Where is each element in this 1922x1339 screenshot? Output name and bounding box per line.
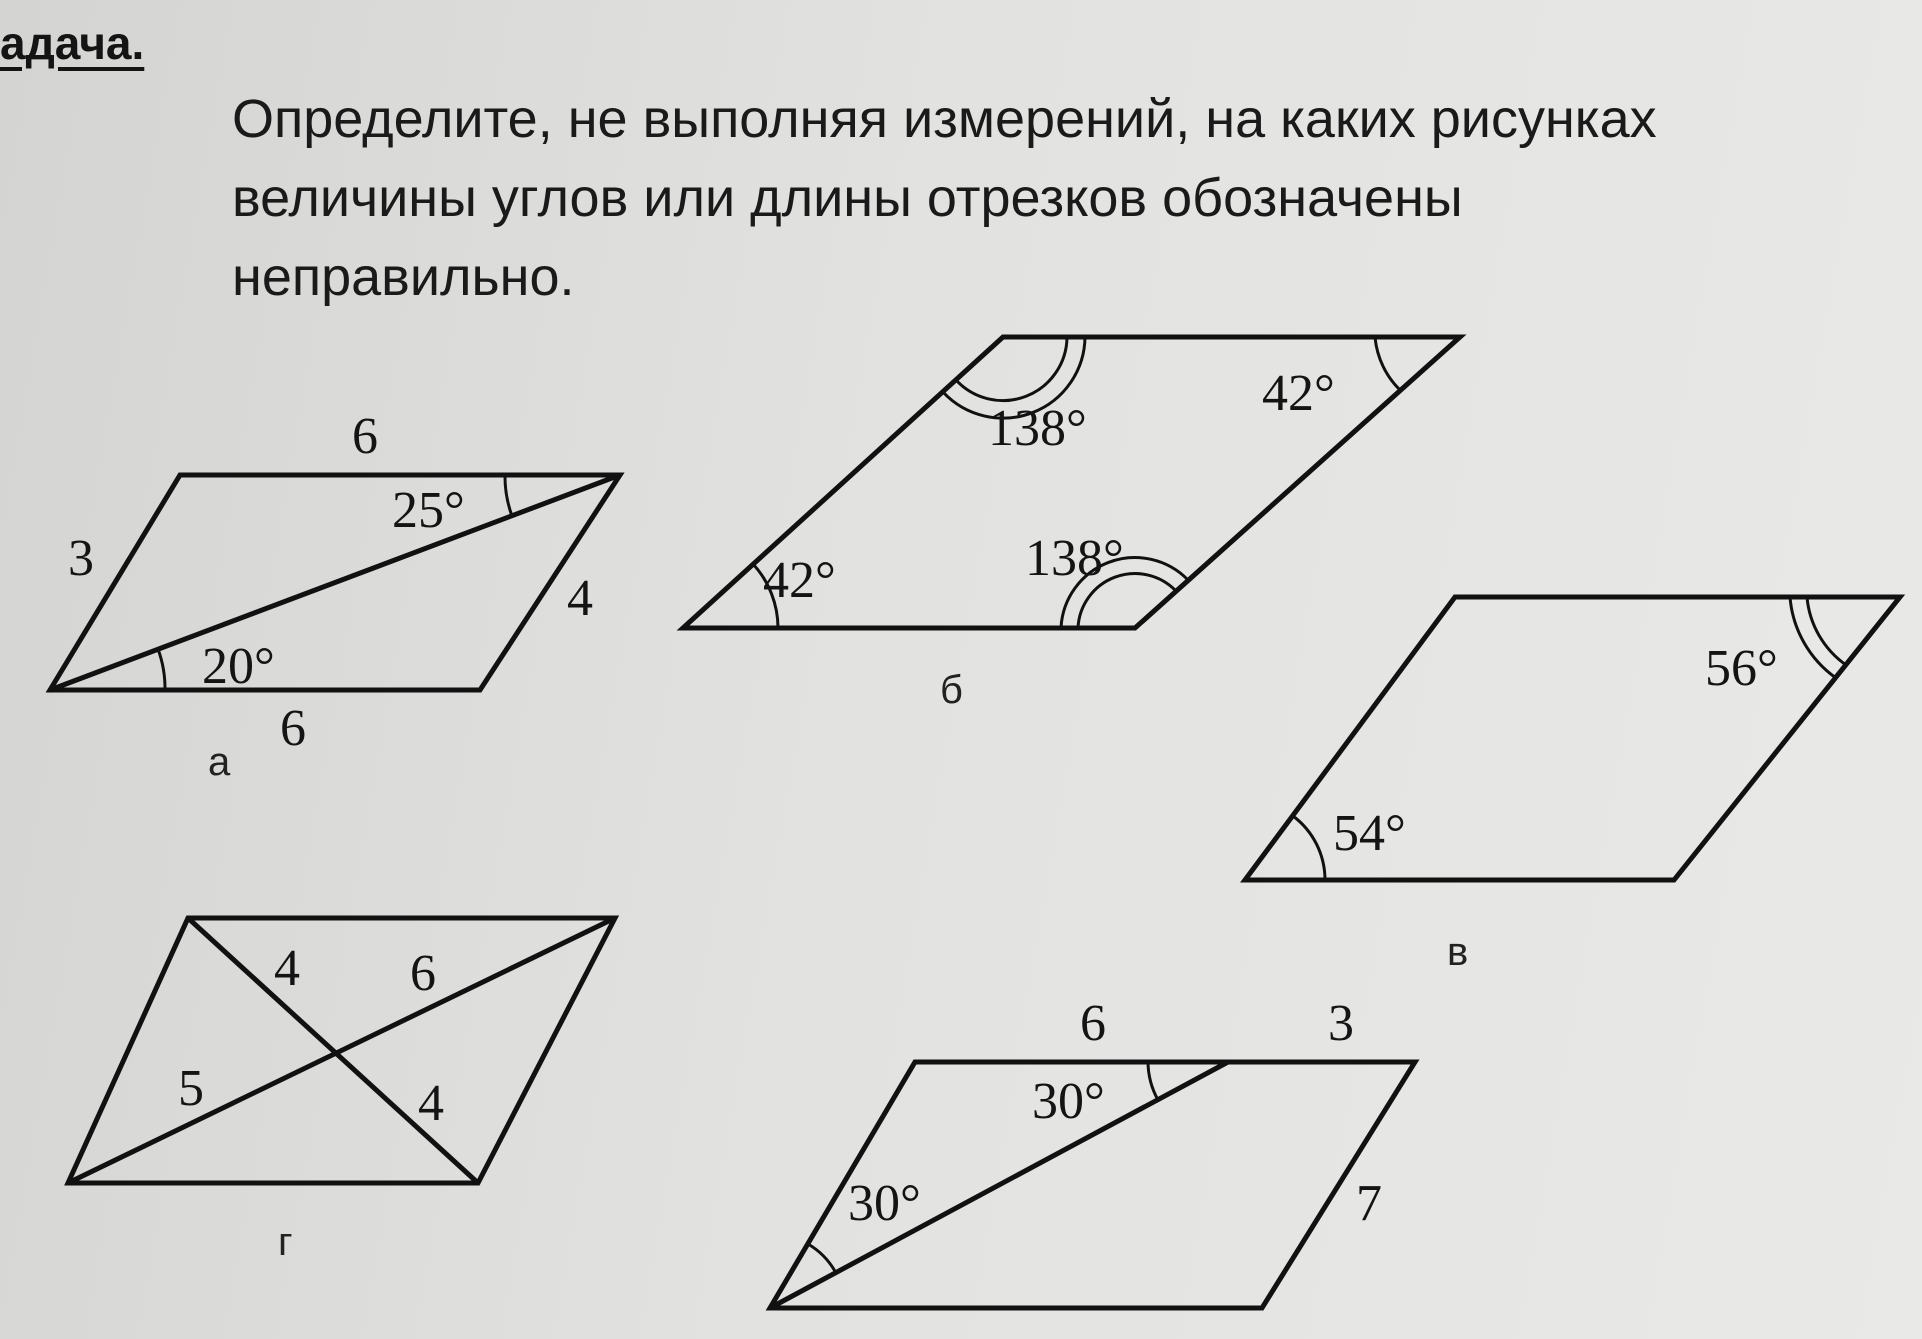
task-line-2: величины углов или длины отрезков обозначены: [232, 168, 1463, 228]
label-b-angle-bottom-left: 42°: [763, 552, 836, 609]
label-b-angle-top-left: 138°: [988, 400, 1087, 457]
task-line-1: Определите, не выполняя измерений, на каких рисунках: [232, 89, 1657, 149]
label-g-lower-right: 4: [418, 1075, 444, 1132]
caption-g: г: [278, 1220, 293, 1264]
angle-arc-a-top: [505, 475, 512, 516]
label-d-top-right-part: 3: [1328, 995, 1354, 1052]
label-d-right-side: 7: [1356, 1175, 1382, 1232]
label-g-lower-left: 5: [178, 1060, 204, 1117]
label-a-top-side: 6: [352, 408, 378, 465]
caption-v: в: [1447, 930, 1469, 974]
figure-d: [770, 995, 1415, 1308]
section-heading: адача.: [0, 17, 145, 69]
label-a-angle-top: 25°: [392, 482, 465, 539]
angle-arc-d-top: [1148, 1062, 1158, 1100]
label-a-right-side: 4: [567, 570, 593, 627]
angle-arc-b-top-right: [1375, 337, 1401, 391]
label-a-angle-bottom: 20°: [202, 638, 275, 695]
figure-g: [68, 918, 615, 1264]
task-line-3: неправильно.: [232, 247, 575, 307]
label-v-angle-bottom-left: 54°: [1333, 805, 1406, 862]
angle-arc-v-bottom-left: [1293, 816, 1325, 880]
angle-arc-v-top-right-outer: [1790, 597, 1836, 678]
label-d-top-left-part: 6: [1080, 995, 1106, 1052]
label-g-upper-left: 4: [274, 940, 300, 997]
angle-arc-a-bottom: [158, 649, 165, 690]
figure-v: [1245, 597, 1900, 974]
label-d-angle-top: 30°: [1032, 1073, 1105, 1130]
label-v-angle-top-right: 56°: [1705, 640, 1778, 697]
diagonal-g-1: [68, 918, 615, 1183]
label-a-bottom-side: 6: [280, 700, 306, 757]
diagonal-a: [50, 475, 620, 690]
figure-b: [683, 337, 1460, 712]
angle-arc-d-bottom-left: [808, 1244, 836, 1273]
label-a-left-side: 3: [68, 530, 94, 587]
label-g-upper-right: 6: [410, 945, 436, 1002]
diagonal-d: [770, 1062, 1228, 1308]
angle-arc-b-top-left-inner: [956, 337, 1067, 401]
label-b-angle-bottom-right: 138°: [1025, 530, 1124, 587]
caption-b: б: [940, 668, 963, 712]
figure-a: [50, 408, 620, 784]
caption-a: а: [208, 740, 231, 784]
label-d-angle-bottom-left: 30°: [848, 1175, 921, 1232]
label-b-angle-top-right: 42°: [1262, 365, 1335, 422]
